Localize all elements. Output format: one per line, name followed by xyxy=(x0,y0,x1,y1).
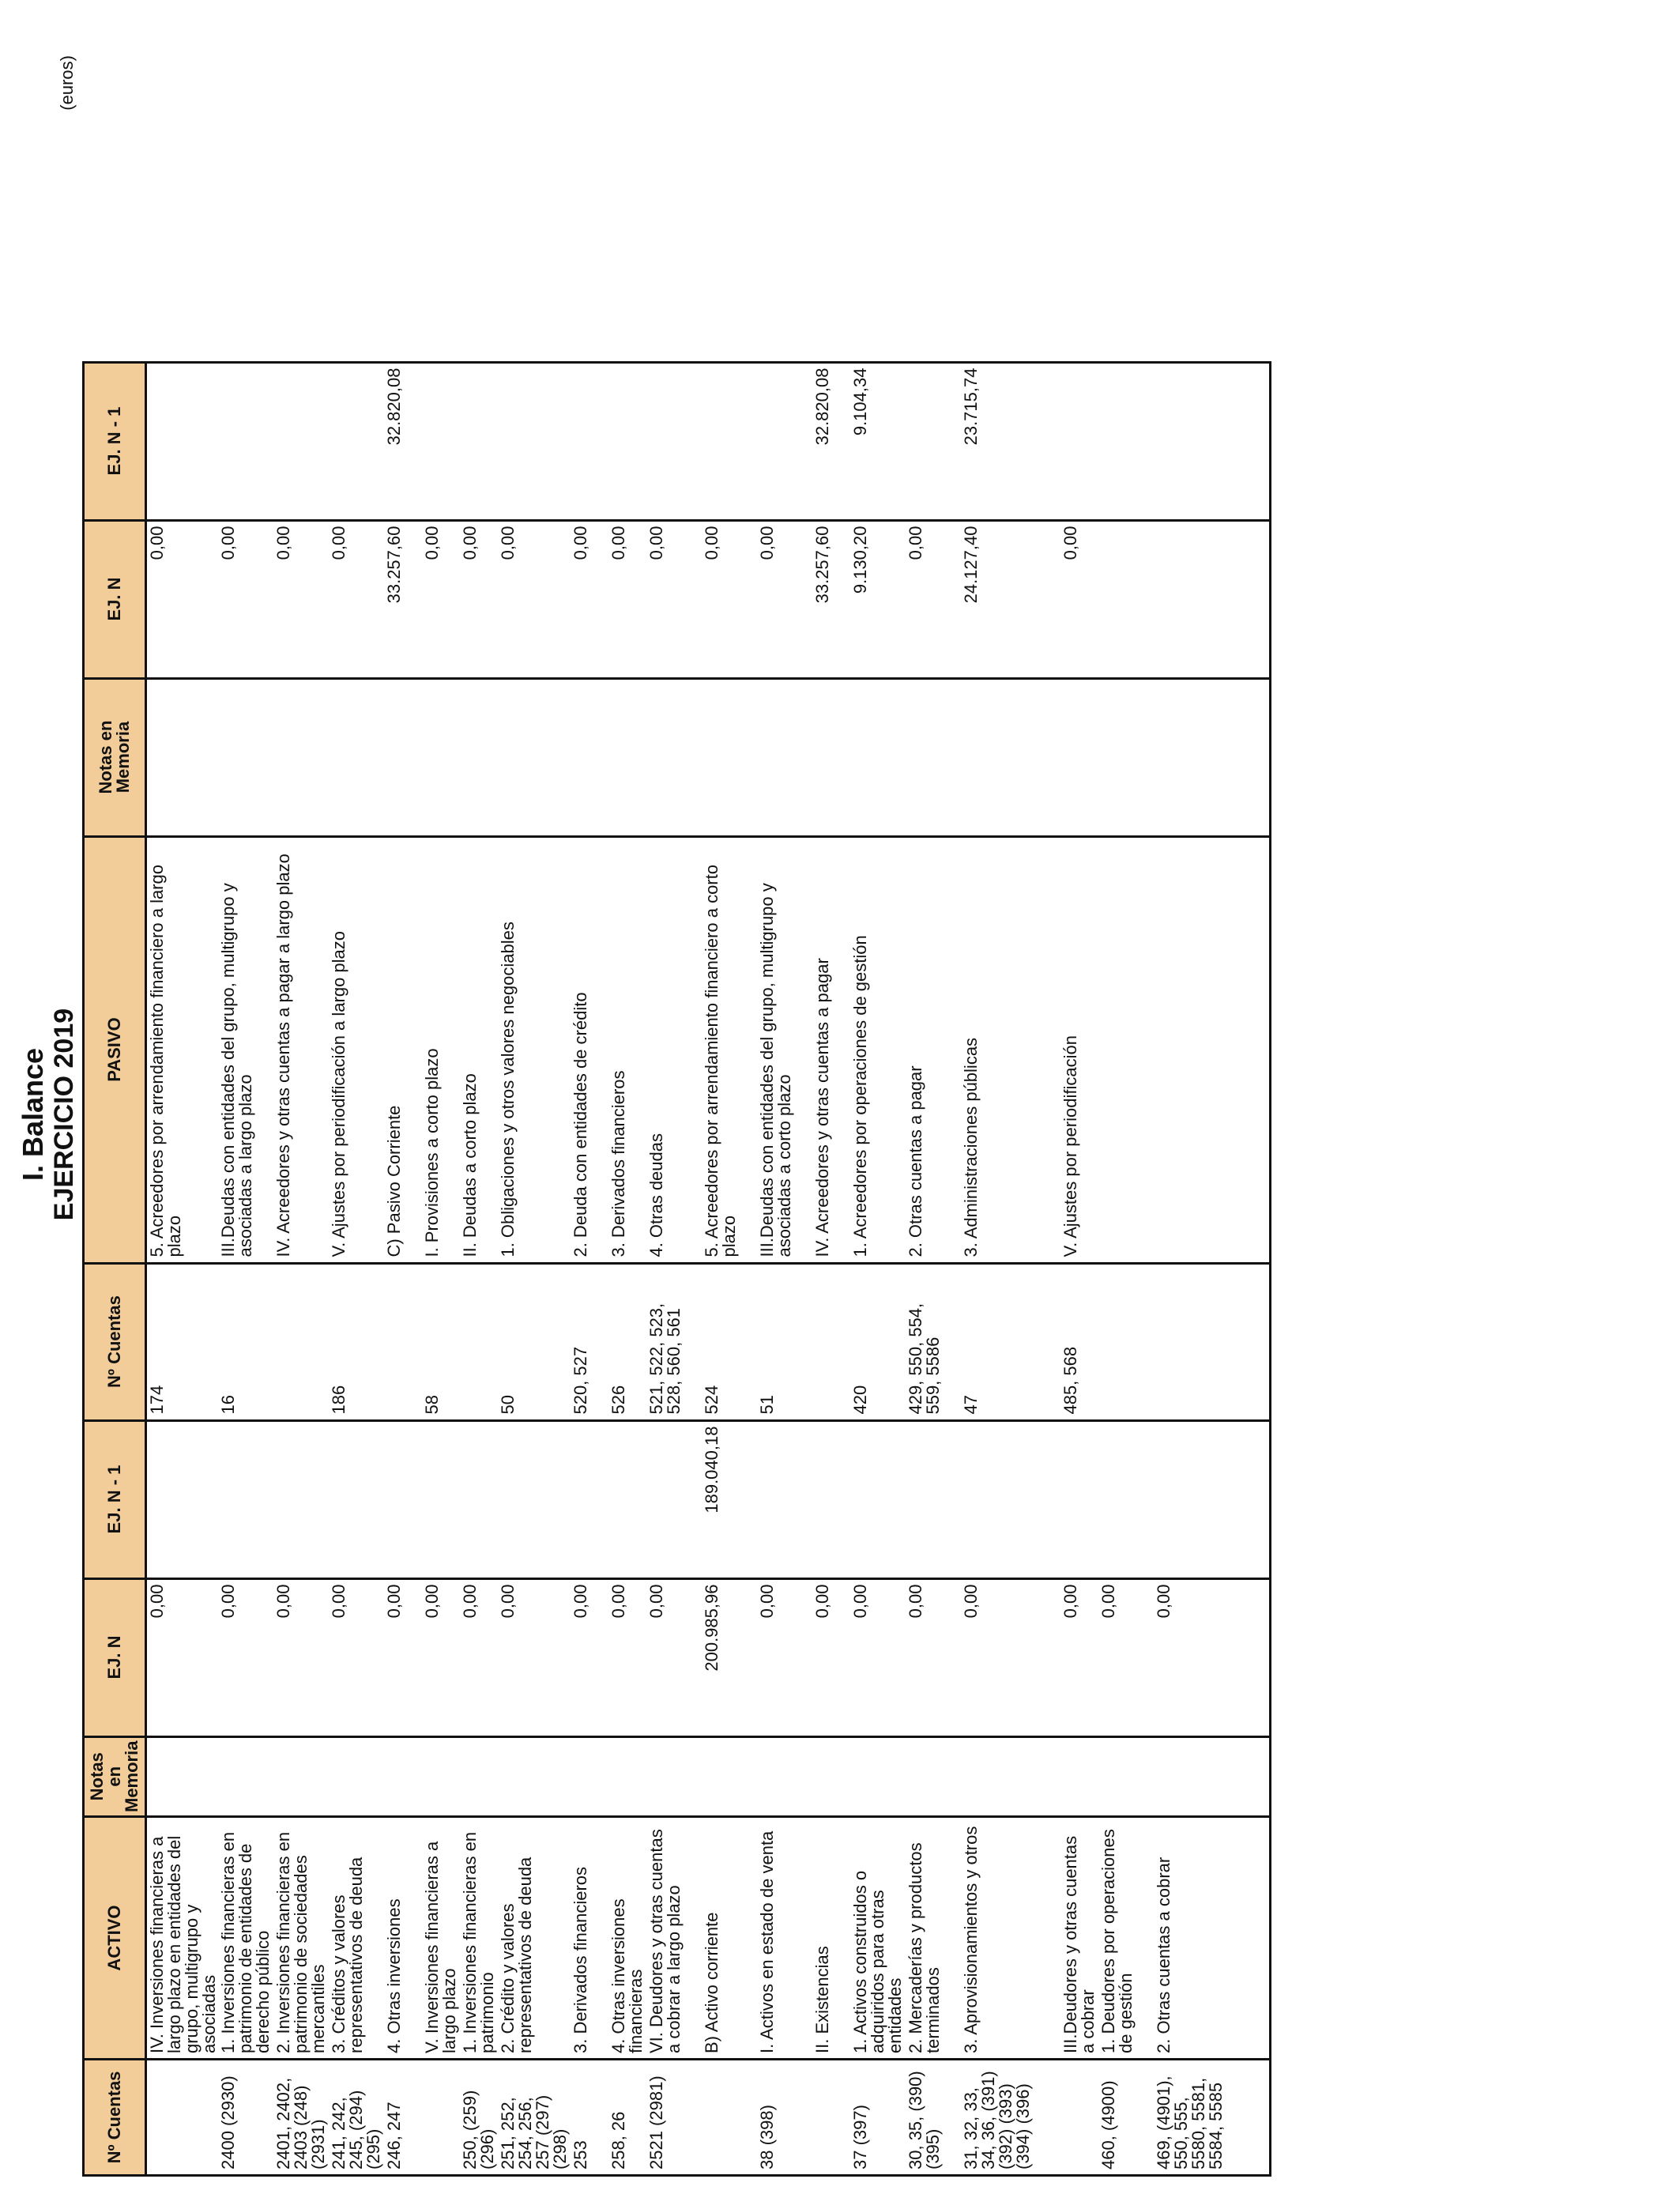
activo-cuentas-cell xyxy=(812,2060,850,2176)
pasivo-ej-n-cell: 0,00 xyxy=(329,520,384,678)
activo-concepto-cell: B) Activo corriente xyxy=(702,1817,757,2060)
pasivo-notas-cell xyxy=(218,678,273,836)
pasivo-cuentas-cell xyxy=(460,1263,498,1420)
activo-ej-n1-cell xyxy=(850,1420,906,1578)
table-body xyxy=(146,362,1271,2175)
header-pasivo-ej-n: EJ. N xyxy=(84,520,146,678)
activo-ej-n1-cell xyxy=(571,1420,608,1578)
header-activo-ej-n: EJ. N xyxy=(84,1578,146,1736)
pasivo-ej-n1-cell xyxy=(1060,362,1098,520)
pasivo-ej-n1-cell xyxy=(218,362,273,520)
pasivo-notas-cell xyxy=(812,678,850,836)
activo-cuentas-cell: 253 xyxy=(571,2060,608,2176)
activo-notas-cell xyxy=(1154,1736,1253,1816)
pasivo-concepto-cell: 4. Otras deudas xyxy=(646,836,702,1263)
pasivo-cuentas-cell: 58 xyxy=(422,1263,460,1420)
activo-cuentas-cell: 258, 26 xyxy=(608,2060,646,2176)
pasivo-notas-cell xyxy=(961,678,1060,836)
pasivo-notas-cell xyxy=(273,678,329,836)
activo-ej-n-cell: 0,00 xyxy=(646,1578,702,1736)
pasivo-cuentas-cell xyxy=(1253,1263,1271,1420)
activo-cuentas-cell: 2401, 2402, 2403 (248) (2931) xyxy=(273,2060,329,2176)
table-row xyxy=(273,362,329,2175)
activo-cuentas-cell: 31, 32, 33, 34, 36, (391) (392) (393) (394) (396) xyxy=(961,2060,1060,2176)
title-block xyxy=(17,40,79,2189)
activo-concepto-cell: 4. Otras inversiones financieras xyxy=(608,1817,646,2060)
pasivo-cuentas-cell: 51 xyxy=(757,1263,812,1420)
activo-ej-n-cell: 0,00 xyxy=(757,1578,812,1736)
pasivo-notas-cell xyxy=(1154,678,1253,836)
activo-cuentas-cell: 251, 252, 254, 256, 257 (297) (298) xyxy=(498,2060,571,2176)
activo-ej-n-cell: 0,00 xyxy=(146,1578,219,1736)
pasivo-ej-n-cell: 0,00 xyxy=(906,520,961,678)
pasivo-notas-cell xyxy=(702,678,757,836)
pasivo-ej-n1-cell: 32.820,08 xyxy=(384,362,422,520)
table-row xyxy=(1098,362,1154,2175)
pasivo-concepto-cell xyxy=(1098,836,1154,1263)
activo-ej-n-cell: 0,00 xyxy=(384,1578,422,1736)
activo-cuentas-cell xyxy=(146,2060,219,2176)
pasivo-notas-cell xyxy=(757,678,812,836)
pasivo-cuentas-cell: 521, 522, 523, 528, 560, 561 xyxy=(646,1263,702,1420)
units-label: (euros) xyxy=(57,55,77,111)
activo-notas-cell xyxy=(702,1736,757,1816)
pasivo-ej-n-cell: 0,00 xyxy=(218,520,273,678)
activo-notas-cell xyxy=(906,1736,961,1816)
pasivo-concepto-cell: III.Deudas con entidades del grupo, multigrupo y asociadas a corto plazo xyxy=(757,836,812,1263)
table-row xyxy=(460,362,498,2175)
pasivo-ej-n1-cell: 32.820,08 xyxy=(812,362,850,520)
activo-cuentas-cell xyxy=(422,2060,460,2176)
pasivo-ej-n-cell: 0,00 xyxy=(422,520,460,678)
pasivo-ej-n-cell xyxy=(1253,520,1271,678)
pasivo-ej-n-cell: 0,00 xyxy=(608,520,646,678)
pasivo-concepto-cell: 3. Derivados financieros xyxy=(608,836,646,1263)
pasivo-ej-n-cell: 0,00 xyxy=(757,520,812,678)
pasivo-cuentas-cell xyxy=(1098,1263,1154,1420)
pasivo-cuentas-cell xyxy=(273,1263,329,1420)
pasivo-notas-cell xyxy=(460,678,498,836)
activo-cuentas-cell xyxy=(1060,2060,1098,2176)
activo-concepto-cell: 2. Mercaderías y productos terminados xyxy=(906,1817,961,2060)
activo-notas-cell xyxy=(646,1736,702,1816)
table-row xyxy=(608,362,646,2175)
pasivo-ej-n1-cell xyxy=(329,362,384,520)
document-subtitle: EJERCICIO 2019 xyxy=(49,1008,79,1221)
pasivo-cuentas-cell: 50 xyxy=(498,1263,571,1420)
activo-concepto-cell: 1. Inversiones financieras en patrimonio xyxy=(460,1817,498,2060)
pasivo-cuentas-cell: 420 xyxy=(850,1263,906,1420)
pasivo-concepto-cell: 1. Obligaciones y otros valores negociables xyxy=(498,836,571,1263)
activo-concepto-cell: 4. Otras inversiones xyxy=(384,1817,422,2060)
activo-cuentas-cell: 241, 242, 245, (294) (295) xyxy=(329,2060,384,2176)
pasivo-ej-n1-cell xyxy=(608,362,646,520)
pasivo-ej-n1-cell xyxy=(757,362,812,520)
activo-ej-n1-cell xyxy=(218,1420,273,1578)
pasivo-ej-n1-cell xyxy=(146,362,219,520)
header-activo-notas: Notas en Memoria xyxy=(84,1736,146,1816)
activo-ej-n-cell xyxy=(1253,1578,1271,1736)
pasivo-concepto-cell: 5. Acreedores por arrendamiento financiero a largo plazo xyxy=(146,836,219,1263)
activo-ej-n1-cell xyxy=(646,1420,702,1578)
activo-notas-cell xyxy=(146,1736,219,1816)
pasivo-notas-cell xyxy=(571,678,608,836)
pasivo-ej-n-cell: 0,00 xyxy=(1060,520,1098,678)
pasivo-ej-n1-cell xyxy=(1098,362,1154,520)
pasivo-notas-cell xyxy=(608,678,646,836)
activo-notas-cell xyxy=(850,1736,906,1816)
pasivo-cuentas-cell: 174 xyxy=(146,1263,219,1420)
pasivo-notas-cell xyxy=(1098,678,1154,836)
activo-ej-n1-cell xyxy=(961,1420,1060,1578)
header-pasivo-ej-n1: EJ. N - 1 xyxy=(84,362,146,520)
activo-cuentas-cell: 37 (397) xyxy=(850,2060,906,2176)
pasivo-concepto-cell: IV. Acreedores y otras cuentas a pagar a largo plazo xyxy=(273,836,329,1263)
activo-notas-cell xyxy=(460,1736,498,1816)
pasivo-ej-n1-cell xyxy=(498,362,571,520)
table-row xyxy=(329,362,384,2175)
activo-cuentas-cell: 30, 35, (390) (395) xyxy=(906,2060,961,2176)
activo-ej-n-cell: 0,00 xyxy=(1098,1578,1154,1736)
document-title: I. Balance xyxy=(17,1047,49,1182)
activo-cuentas-cell xyxy=(1253,2060,1271,2176)
activo-cuentas-cell: 2400 (2930) xyxy=(218,2060,273,2176)
pasivo-ej-n1-cell xyxy=(460,362,498,520)
balance-table xyxy=(82,361,1271,2177)
pasivo-concepto-cell xyxy=(1253,836,1271,1263)
activo-notas-cell xyxy=(571,1736,608,1816)
pasivo-concepto-cell: C) Pasivo Corriente xyxy=(384,836,422,1263)
activo-notas-cell xyxy=(608,1736,646,1816)
pasivo-ej-n1-cell: 23.715,74 xyxy=(961,362,1060,520)
pasivo-cuentas-cell xyxy=(812,1263,850,1420)
activo-cuentas-cell: 469, (4901), 550, 555, 5580, 5581, 5584, 5585 xyxy=(1154,2060,1253,2176)
header-row xyxy=(84,362,146,2175)
activo-ej-n-cell: 0,00 xyxy=(1154,1578,1253,1736)
pasivo-ej-n1-cell: 9.104,34 xyxy=(850,362,906,520)
activo-concepto-cell: I. Activos en estado de venta xyxy=(757,1817,812,2060)
pasivo-ej-n-cell: 0,00 xyxy=(498,520,571,678)
activo-ej-n-cell: 0,00 xyxy=(273,1578,329,1736)
pasivo-notas-cell xyxy=(1060,678,1098,836)
activo-ej-n-cell: 200.985,96 xyxy=(702,1578,757,1736)
activo-ej-n-cell: 0,00 xyxy=(850,1578,906,1736)
pasivo-concepto-cell: IV. Acreedores y otras cuentas a pagar xyxy=(812,836,850,1263)
pasivo-ej-n-cell: 33.257,60 xyxy=(812,520,850,678)
pasivo-ej-n-cell: 0,00 xyxy=(571,520,608,678)
pasivo-ej-n-cell: 0,00 xyxy=(273,520,329,678)
pasivo-cuentas-cell xyxy=(1154,1263,1253,1420)
pasivo-notas-cell xyxy=(646,678,702,836)
activo-cuentas-cell: 460, (4900) xyxy=(1098,2060,1154,2176)
pasivo-concepto-cell: I. Provisiones a corto plazo xyxy=(422,836,460,1263)
activo-ej-n-cell: 0,00 xyxy=(608,1578,646,1736)
pasivo-cuentas-cell: 16 xyxy=(218,1263,273,1420)
table-row xyxy=(906,362,961,2175)
table-row xyxy=(646,362,702,2175)
activo-ej-n-cell: 0,00 xyxy=(329,1578,384,1736)
activo-notas-cell xyxy=(812,1736,850,1816)
activo-ej-n-cell: 0,00 xyxy=(218,1578,273,1736)
table-row xyxy=(702,362,757,2175)
activo-cuentas-cell: 246, 247 xyxy=(384,2060,422,2176)
activo-ej-n1-cell xyxy=(608,1420,646,1578)
activo-ej-n1-cell xyxy=(812,1420,850,1578)
activo-ej-n1-cell xyxy=(1098,1420,1154,1578)
pasivo-ej-n-cell: 9.130,20 xyxy=(850,520,906,678)
activo-ej-n1-cell xyxy=(384,1420,422,1578)
pasivo-ej-n-cell: 0,00 xyxy=(702,520,757,678)
activo-concepto-cell: 1. Activos construidos o adquiridos para otras entidades xyxy=(850,1817,906,2060)
pasivo-notas-cell xyxy=(329,678,384,836)
pasivo-concepto-cell: III.Deudas con entidades del grupo, multigrupo y asociadas a largo plazo xyxy=(218,836,273,1263)
table-row xyxy=(757,362,812,2175)
pasivo-notas-cell xyxy=(906,678,961,836)
header-pasivo-notas: Notas en Memoria xyxy=(84,678,146,836)
pasivo-concepto-cell: 5. Acreedores por arrendamiento financiero a corto plazo xyxy=(702,836,757,1263)
pasivo-ej-n1-cell xyxy=(906,362,961,520)
header-activo: ACTIVO xyxy=(84,1817,146,2060)
table-row xyxy=(498,362,571,2175)
pasivo-cuentas-cell: 520, 527 xyxy=(571,1263,608,1420)
table-row xyxy=(1060,362,1098,2175)
activo-cuentas-cell: 2521 (2981) xyxy=(646,2060,702,2176)
activo-notas-cell xyxy=(757,1736,812,1816)
table-row xyxy=(218,362,273,2175)
pasivo-ej-n-cell: 0,00 xyxy=(460,520,498,678)
pasivo-cuentas-cell: 429, 550, 554, 559, 5586 xyxy=(906,1263,961,1420)
pasivo-cuentas-cell: 526 xyxy=(608,1263,646,1420)
table-row xyxy=(850,362,906,2175)
pasivo-ej-n1-cell xyxy=(1253,362,1271,520)
activo-concepto-cell: 3. Aprovisionamientos y otros xyxy=(961,1817,1060,2060)
activo-concepto-cell: 3. Derivados financieros xyxy=(571,1817,608,2060)
pasivo-notas-cell xyxy=(146,678,219,836)
activo-concepto-cell: 1. Deudores por operaciones de gestión xyxy=(1098,1817,1154,2060)
pasivo-concepto-cell: V. Ajustes por periodificación xyxy=(1060,836,1098,1263)
activo-notas-cell xyxy=(384,1736,422,1816)
pasivo-notas-cell xyxy=(384,678,422,836)
header-pasivo: PASIVO xyxy=(84,836,146,1263)
activo-concepto-cell: II. Existencias xyxy=(812,1817,850,2060)
pasivo-ej-n-cell: 0,00 xyxy=(146,520,219,678)
table-row xyxy=(146,362,219,2175)
pasivo-notas-cell xyxy=(498,678,571,836)
activo-concepto-cell: 2. Crédito y valores representativos de deuda xyxy=(498,1817,571,2060)
pasivo-concepto-cell: II. Deudas a corto plazo xyxy=(460,836,498,1263)
activo-notas-cell xyxy=(1060,1736,1098,1816)
table-row xyxy=(1253,362,1271,2175)
activo-ej-n1-cell xyxy=(906,1420,961,1578)
pasivo-ej-n1-cell xyxy=(422,362,460,520)
pasivo-ej-n1-cell xyxy=(1154,362,1253,520)
activo-notas-cell xyxy=(273,1736,329,1816)
activo-ej-n-cell: 0,00 xyxy=(961,1578,1060,1736)
activo-notas-cell xyxy=(218,1736,273,1816)
activo-concepto-cell: VI. Deudores y otras cuentas a cobrar a largo plazo xyxy=(646,1817,702,2060)
pasivo-concepto-cell xyxy=(1154,836,1253,1263)
activo-concepto-cell xyxy=(1253,1817,1271,2060)
header-activo-cuentas: Nº Cuentas xyxy=(84,2060,146,2176)
pasivo-notas-cell xyxy=(850,678,906,836)
activo-cuentas-cell: 250, (259) (296) xyxy=(460,2060,498,2176)
activo-notas-cell xyxy=(422,1736,460,1816)
pasivo-concepto-cell: V. Ajustes por periodificación a largo plazo xyxy=(329,836,384,1263)
header-pasivo-cuentas: Nº Cuentas xyxy=(84,1263,146,1420)
activo-ej-n-cell: 0,00 xyxy=(812,1578,850,1736)
pasivo-ej-n-cell xyxy=(1098,520,1154,678)
activo-notas-cell xyxy=(498,1736,571,1816)
pasivo-concepto-cell: 2. Deuda con entidades de crédito xyxy=(571,836,608,1263)
activo-ej-n1-cell xyxy=(1253,1420,1271,1578)
activo-ej-n1-cell xyxy=(329,1420,384,1578)
activo-ej-n1-cell xyxy=(1060,1420,1098,1578)
activo-ej-n1-cell xyxy=(1154,1420,1253,1578)
activo-notas-cell xyxy=(329,1736,384,1816)
activo-cuentas-cell xyxy=(702,2060,757,2176)
pasivo-concepto-cell: 2. Otras cuentas a pagar xyxy=(906,836,961,1263)
activo-ej-n1-cell xyxy=(273,1420,329,1578)
table-row xyxy=(961,362,1060,2175)
activo-notas-cell xyxy=(1098,1736,1154,1816)
pasivo-ej-n1-cell xyxy=(273,362,329,520)
activo-ej-n-cell: 0,00 xyxy=(460,1578,498,1736)
pasivo-cuentas-cell: 47 xyxy=(961,1263,1060,1420)
activo-notas-cell xyxy=(1253,1736,1271,1816)
pasivo-concepto-cell: 1. Acreedores por operaciones de gestión xyxy=(850,836,906,1263)
pasivo-notas-cell xyxy=(1253,678,1271,836)
activo-ej-n-cell: 0,00 xyxy=(1060,1578,1098,1736)
pasivo-cuentas-cell: 485, 568 xyxy=(1060,1263,1098,1420)
activo-concepto-cell: III.Deudores y otras cuentas a cobrar xyxy=(1060,1817,1098,2060)
table-row xyxy=(812,362,850,2175)
pasivo-ej-n-cell: 33.257,60 xyxy=(384,520,422,678)
activo-ej-n1-cell: 189.040,18 xyxy=(702,1420,757,1578)
activo-concepto-cell: V. Inversiones financieras a largo plazo xyxy=(422,1817,460,2060)
pasivo-ej-n-cell: 24.127,40 xyxy=(961,520,1060,678)
activo-ej-n1-cell xyxy=(460,1420,498,1578)
activo-ej-n-cell: 0,00 xyxy=(498,1578,571,1736)
table-row xyxy=(571,362,608,2175)
pasivo-notas-cell xyxy=(422,678,460,836)
activo-ej-n1-cell xyxy=(498,1420,571,1578)
activo-ej-n-cell: 0,00 xyxy=(422,1578,460,1736)
header-activo-ej-n1: EJ. N - 1 xyxy=(84,1420,146,1578)
activo-concepto-cell: 3. Créditos y valores representativos de deuda xyxy=(329,1817,384,2060)
pasivo-ej-n-cell: 0,00 xyxy=(646,520,702,678)
activo-ej-n1-cell xyxy=(422,1420,460,1578)
pasivo-cuentas-cell xyxy=(384,1263,422,1420)
pasivo-ej-n1-cell xyxy=(646,362,702,520)
activo-ej-n1-cell xyxy=(146,1420,219,1578)
activo-concepto-cell: IV. Inversiones financieras a largo plazo en entidades del grupo, multigrupo y asociadas xyxy=(146,1817,219,2060)
activo-ej-n-cell: 0,00 xyxy=(571,1578,608,1736)
pasivo-ej-n1-cell xyxy=(571,362,608,520)
activo-ej-n-cell: 0,00 xyxy=(906,1578,961,1736)
table-row xyxy=(422,362,460,2175)
balance-sheet-page xyxy=(5,40,1633,2189)
table-row xyxy=(384,362,422,2175)
table-row xyxy=(1154,362,1253,2175)
activo-ej-n1-cell xyxy=(757,1420,812,1578)
pasivo-concepto-cell: 3. Administraciones públicas xyxy=(961,836,1060,1263)
pasivo-ej-n-cell xyxy=(1154,520,1253,678)
activo-concepto-cell: 2. Inversiones financieras en patrimonio de sociedades mercantiles xyxy=(273,1817,329,2060)
pasivo-cuentas-cell: 186 xyxy=(329,1263,384,1420)
pasivo-ej-n1-cell xyxy=(702,362,757,520)
pasivo-cuentas-cell: 524 xyxy=(702,1263,757,1420)
activo-concepto-cell: 1. Inversiones financieras en patrimonio de entidades de derecho público xyxy=(218,1817,273,2060)
activo-notas-cell xyxy=(961,1736,1060,1816)
activo-concepto-cell: 2. Otras cuentas a cobrar xyxy=(1154,1817,1253,2060)
activo-cuentas-cell: 38 (398) xyxy=(757,2060,812,2176)
